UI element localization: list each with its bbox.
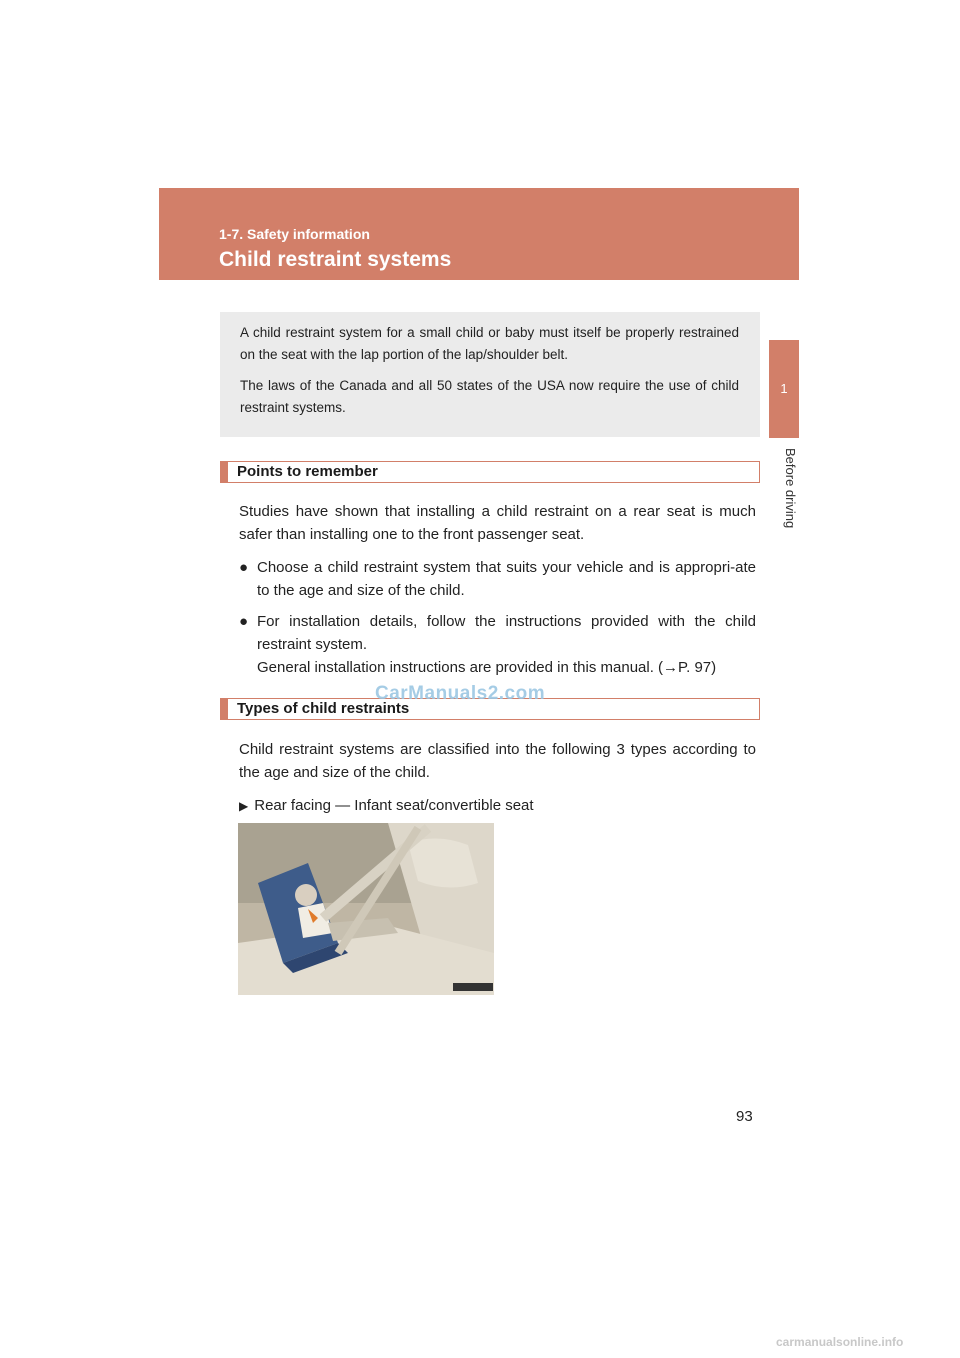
- chapter-tab-label: Before driving: [783, 448, 798, 529]
- intro-box: [220, 312, 760, 437]
- bullet-item: [239, 610, 756, 679]
- points-body: Studies have shown that installing a child restraint on a rear seat is much safer than installing one to the front passenger seat.: [239, 503, 756, 543]
- intro-paragraph: A child restraint system for a small child or baby must itself be properly restrained on the seat with the lap portion of the lap/shoulder belt.: [240, 325, 739, 362]
- page-number: 93: [736, 1108, 753, 1125]
- watermark: CarManuals2.com: [375, 683, 546, 704]
- type-item-label: Rear facing — Infant seat/convertible seat: [254, 797, 534, 814]
- bullet-text: Choose a child restraint system that suits your vehicle and is appropri-ate to the age and size of the child.: [257, 559, 756, 599]
- types-body: Child restraint systems are classified into the following 3 types according to the age and size of the child.: [239, 741, 756, 781]
- bullet-icon: ●: [239, 559, 249, 576]
- bullet-text: For installation details, follow the instructions provided with the child restraint system.: [257, 613, 756, 653]
- bullet-icon: ●: [239, 613, 249, 630]
- intro-paragraph: The laws of the Canada and all 50 states of the USA now require the use of child restraint systems.: [240, 378, 739, 415]
- arrow-icon: ▶: [239, 799, 249, 813]
- bullet-text: General installation instructions are provided in this manual. (→P. 97): [257, 659, 717, 676]
- bullet-item: [239, 556, 756, 602]
- section-header: [159, 188, 799, 280]
- chapter-tab-number: 1: [769, 340, 799, 438]
- points-heading: Points to remember: [220, 461, 760, 483]
- section-label: 1-7. Safety information: [219, 226, 370, 242]
- footer-watermark: carmanualsonline.info: [776, 1335, 904, 1349]
- type-item: [239, 794, 534, 818]
- types-heading: Types of child restraints: [220, 698, 760, 720]
- rear-facing-seat-illustration: [238, 823, 494, 995]
- page-title: Child restraint systems: [219, 248, 452, 271]
